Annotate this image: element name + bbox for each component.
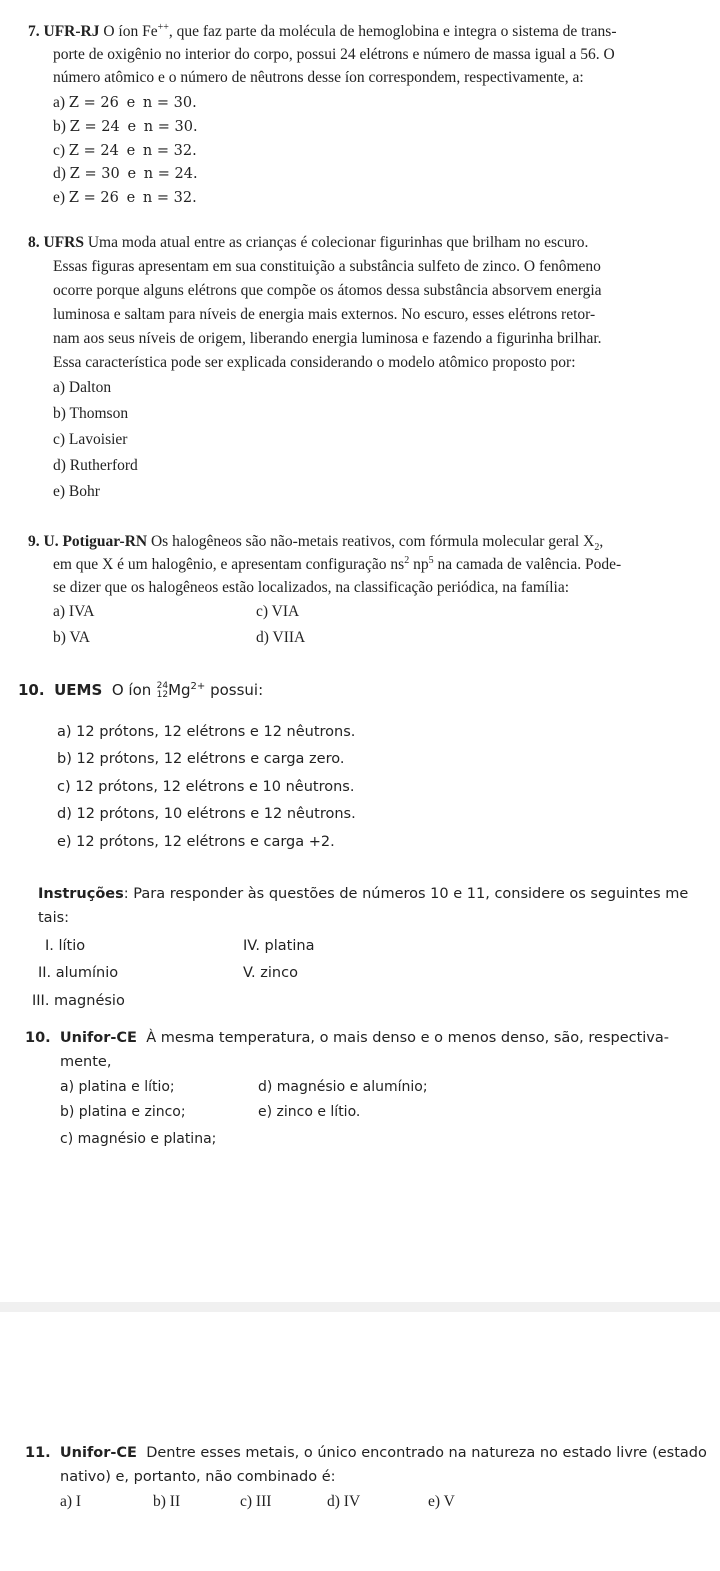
instructions-label: Instruções [38, 886, 124, 902]
metal-item: II. alumínio [38, 965, 119, 981]
question-source: Unifor-CE [59, 1030, 137, 1046]
option-a[interactable]: a) platina e lítio; [60, 1079, 175, 1095]
option-d[interactable]: d) Z = 30 e n = 24. [53, 165, 198, 182]
question-7-line-2: porte de oxigênio no interior do corpo, possui 24 elétrons e número de massa igual a 56. O [53, 46, 615, 63]
option-e[interactable]: e) 12 prótons, 12 elétrons e carga +2. [57, 834, 335, 850]
option-e[interactable]: e) Bohr [53, 483, 100, 500]
question-9-line-1: 9. U. Potiguar-RN Os halogêneos são não-metais reativos, com fórmula molecular geral $X_2$, [28, 533, 604, 554]
option-c[interactable]: c) Z = 24 e n = 32. [53, 142, 197, 159]
option-b[interactable]: b) 12 prótons, 12 elétrons e carga zero. [57, 751, 345, 767]
option-b[interactable]: b) platina e zinco; [60, 1104, 186, 1120]
question-10-line-1: 10. UEMS O íon 24 12 $Mg^{2+}$ possui: [18, 680, 264, 700]
question-8-line-5: nam aos seus níveis de origem, liberando energia luminosa e fazendo a figurinha brilhar. [53, 330, 602, 347]
isotope-notation: 24 12 [156, 680, 169, 700]
question-number: 8. [28, 234, 40, 251]
question-number: 9. [28, 533, 40, 550]
question-8-line-6: Essa característica pode ser explicada considerando o modelo atômico proposto por: [53, 354, 576, 371]
question-source: UEMS [54, 681, 103, 699]
question-9-line-3: se dizer que os halogêneos estão localizados, na classificação periódica, na família: [53, 579, 570, 596]
question-8-line-1: 8. UFRS Uma moda atual entre as crianças é colecionar figurinhas que brilham no escuro. [28, 234, 589, 251]
instructions-line-2: tais: [38, 910, 70, 926]
question-source: UFR-RJ [43, 23, 100, 40]
instructions-line-1: Instruções: Para responder às questões de números 10 e 11, considere os seguintes me [38, 886, 689, 902]
option-d[interactable]: d) Rutherford [53, 457, 138, 474]
question-number: 10. [25, 1030, 51, 1046]
metal-item: IV. platina [243, 938, 315, 954]
option-a[interactable]: a) IVA [53, 603, 95, 620]
option-a[interactable]: a) Dalton [53, 379, 112, 396]
question-8-line-2: Essas figuras apresentam em sua constituição a substância sulfeto de zinco. O fenômeno [53, 258, 601, 275]
option-e[interactable]: e) zinco e lítio. [258, 1104, 361, 1120]
option-b[interactable]: b) II [153, 1493, 181, 1510]
option-c[interactable]: c) magnésio e platina; [60, 1131, 217, 1147]
question-9-line-2: em que X é um halogênio, e apresentam configuração $ns^2$ $np^5$ na camada de valência. Pode- [53, 554, 622, 573]
option-e[interactable]: e) V [428, 1493, 455, 1510]
option-b[interactable]: b) Thomson [53, 405, 129, 422]
question-11-line-1: 11. Unifor-CE Dentre esses metais, o único encontrado na natureza no estado livre (estado [25, 1445, 707, 1461]
question-source: UFRS [43, 234, 84, 251]
option-a[interactable]: a) Z = 26 e n = 30. [53, 94, 197, 111]
question-number: 7. [28, 23, 40, 40]
question-source: Unifor-CE [59, 1445, 137, 1461]
option-e[interactable]: e) Z = 26 e n = 32. [53, 189, 197, 206]
question-number: 10. [18, 681, 45, 699]
option-b[interactable]: b) VA [53, 629, 90, 646]
option-c[interactable]: c) VIA [256, 603, 300, 620]
metal-item: III. magnésio [32, 993, 125, 1009]
option-a[interactable]: a) 12 prótons, 12 elétrons e 12 nêutrons. [57, 724, 356, 740]
question-7-line-1: 7. UFR-RJ O íon Fe++, que faz parte da molécula de hemoglobina e integra o sistema de trans- [28, 21, 617, 40]
option-d[interactable]: d) 12 prótons, 10 elétrons e 12 nêutrons. [57, 806, 356, 822]
question-7-line-3: número atômico e o número de nêutrons desse íon correspondem, respectivamente, a: [53, 69, 584, 86]
option-d[interactable]: d) magnésio e alumínio; [258, 1079, 428, 1095]
metal-item: V. zinco [243, 965, 298, 981]
option-c[interactable]: c) 12 prótons, 12 elétrons e 10 nêutrons. [57, 779, 355, 795]
question-10b-line-2: mente, [60, 1054, 112, 1070]
question-number: 11. [25, 1445, 51, 1461]
question-10b-line-1: 10. Unifor-CE À mesma temperatura, o mais denso e o menos denso, são, respectiva- [25, 1030, 670, 1046]
page-separator [0, 1302, 720, 1312]
option-d[interactable]: d) IV [327, 1493, 361, 1510]
option-c[interactable]: c) III [240, 1493, 272, 1510]
option-a[interactable]: a) I [60, 1493, 82, 1510]
option-b[interactable]: b) Z = 24 e n = 30. [53, 118, 198, 135]
question-11-line-2: nativo) e, portanto, não combinado é: [60, 1469, 336, 1485]
question-8-line-4: luminosa e saltam para níveis de energia mais externos. No escuro, esses elétrons retor- [53, 306, 596, 323]
question-source: U. Potiguar-RN [43, 533, 148, 550]
metal-item: I. lítio [45, 938, 86, 954]
option-c[interactable]: c) Lavoisier [53, 431, 128, 448]
question-8-line-3: ocorre porque alguns elétrons que compõe os átomos dessa substância absorvem energia [53, 282, 602, 299]
option-d[interactable]: d) VIIA [256, 629, 306, 646]
